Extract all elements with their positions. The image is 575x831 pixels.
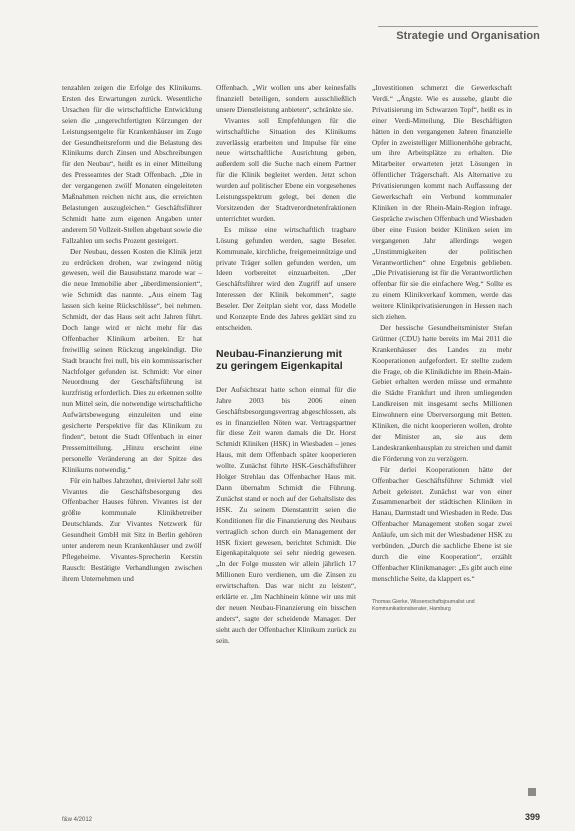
paragraph: Offenbach. „Wir wollen uns aber keinesfalls finanziell beteiligen, sondern ausschließlich unsere Dienstleistung anbieten“, schränkte sie. [216,83,356,114]
author-note: Thomas Gierke, Wissenschaftsjournalist und Kommunikationsberater, Hamburg [372,598,475,612]
header-rule [378,26,538,27]
paragraph: tenzahlen zeigen die Erfolge des Klinikums. Ersten des Erwartungen zurück. Wesentliche Ursachen für die wirtschaftliche Entwicklung seien die „ungerechtfertigten Kürzungen der Leistungsentgelte für Krankenhäuser im Zuge der Gesundheitsreform und die Belastung des Klinikums durch Zinsen und Abschreibungen für den Neubau“, heißt es in einer Mitteilung des Presseamtes der Stadt Offenbach. „Die in der vergangenen zwölf Monaten eingeleiteten Maßnahmen reichen nicht aus, die erreichten Belastungen auszugleichen.“ Geschäftsführer Schmidt hatte zum eigenen Angaben unter anderem 50 Vollzeit-Stellen abgebaut sowie die Fallzahlen um sechs Prozent gesteigert. [62,83,202,245]
text-column-2 [216,83,356,647]
paragraph: Der Aufsichtsrat hatte schon einmal für die Jahre 2003 bis 2006 einen Geschäftsbesorgungsvertrag abgeschlossen, als es in finanziellen Nöten war. Vertragspartner für diese Zeit waren damals die Dr. Horst Schmidt Kliniken (HSK) in Wiesbaden – jenes Haus, mit dem Offenbach später kooperieren wollte. Zunächst führte HSK-Geschäftsführer Holger Strehlau das Offenbacher Haus mit. Dann übernahm Schmidt die Führung. Zunächst stand er noch auf der Gehaltsliste des HSK. Zu seinem Dienstantritt seien die Konditionen für die Finanzierung des Neubaus vertraglich schon durch ein Management der HSK fixiert gewesen, berichtet Schmidt. Die Eigenkapitalquote sei sehr niedrig gewesen. „In der Folge mussten wir allein jährlich 17 Millionen Euro verdienen, um die Zinsen zu erwirtschaften. Das war nicht zu leisten“, erklärte er. „Im Nachhinein könne wir uns mit der neuen Neubau-Finanzierung ein bisschen anders“, sagte der scheidende Manager. Der sieht auch der Offenbacher Klinikum zurück zu sein. [216,384,356,645]
section-title: Strategie und Organisation [396,30,540,42]
paragraph: Es müsse eine wirtschaftlich tragbare Lösung gefunden werden, sagte Beseler. Kommunale, kirchliche, freigemeinnützige und private Träger sollen gefunden werden, um Ideen vorbereitet einzuarbeiten. „Der Geschäftsführer wird den Zugriff auf unsere Interessen der Klinik bekommen“, sagte Beseler. Der Zeitplan sieht vor, dass Modelle und Konzepte Ende des Jahres geklärt sind zu entscheiden. [216,224,356,332]
journal-reference: f&w 4/2012 [62,817,93,823]
paragraph: Für ein halbes Jahrzehnt, dreiviertel Jahr soll Vivantes die Geschäftsbesorgung des Offenbacher Hauses führen. Vivantes ist der größte kommunale Klinikbetreiber Deutschlands. Zur Vivantes Netzwerk für Gesundheit GmbH mit Sitz in Berlin gehören unter anderem neun Krankenhäuser und zwölf Pflegeheime. Vivantes-Sprecherin Kerstin Rausch: Bestätigte Verhandlungen zwischen ihrem Unternehmen und [62,475,202,583]
subheading: Neubau-Finanzierung mit zu geringem Eigenkapital [216,347,343,373]
paragraph: Der Neubau, dessen Kosten die Klinik jetzt zu erdrücken drohen, war zwingend nötig gewesen, weil die Bausubstanz marode war – die neue Immobilie aber „überdimensioniert“, wie Schmidt das nannte. „Aus einem Tag lassen sich keine Rückschlüsse“, bei nehmen. Schmidt, der das Haus seit acht Jahren führt. Doch lange wird er nicht mehr für das Offenbacher Klinikum arbeiten. Er hat freiwillig seinen Rückzug angekündigt. Die Stadt braucht frei null, bis ein kommissarischer Nachfolger gefunden ist. Schmidt: Vor einer Neuordnung der Geschäftsführung ist kurzfristig erforderlich. Dies zu erkennen sollte nun Mittel sein, die notwendige wirtschaftliche Aufwärtsbewegung einzuleiten und eine gesicherte Perspektive für das Klinikum zu finden“, betont die Stadt Offenbach in einer Pressemitteilung. „Hinzu erscheint eine personelle Veränderung an der Spitze des Klinikums notwendig.“ [62,246,202,474]
page-number: 399 [524,812,540,822]
paragraph: Vivantes soll Empfehlungen für die wirtschaftliche Situation des Klinikums zuverlässig erarbeiten und Impulse für eine neue wirtschaftliche Ausrichtung geben, außerdem soll die Suche nach einem Partner für die Klinik begleitet werden. Jetzt schon wurden auf politischer Ebene ein vorgesehenes Leistungsspektrum gelegt, bei denen die Vorsitzenden der Stadtverordnetenfraktionen unterrichtet wurden. [216,115,356,223]
paragraph: Für derlei Kooperationen hätte der Offenbacher Geschäftsführer Schmidt viel Arbeit geleistet. Zunächst war von einer Zusammenarbeit der städtischen Kliniken in Hanau, Darmstadt und Wiesbaden in Rede. Das Offenbacher Management stoßen sogar zwei Anläufe, um sich mit der Wiesbadener HSK zu verbünden. „Durch die sachliche Ebene ist sie durch die eine Kooperation“, erzählt Offenbacher Klinikmanager: „Es gibt auch eine menschliche Seite, da klappert es.“ [372,464,512,583]
end-mark-icon [528,788,536,796]
text-column-1 [62,83,202,585]
text-column-3 [372,83,512,613]
paragraph: „Investitionen schmerzt die Gewerkschaft Verdi.“ „Ängste. Wie es aussehe, glaubt die Privatisierung im Schwarzen Topf“, heißt es in einer Verdi-Mitteilung. Die Beschäftigten hätten in den vergangenen Jahren finanzielle Opfer in zweistelliger Millionenhöhe gebracht, um ihre Arbeitsplätze zu erhalten. Die Mitarbeiter erwarteten jetzt Lösungen in öffentlicher Trägerschaft. Als Alternative zu Privatisierungen kommt nach Auffassung der Gewerkschaft ein Verbund kommunaler Kliniken in der Rhein-Main-Region infrage. Gespräche zwischen Offenbach und Wiesbaden über eine Fusion beider Kliniken seien im vergangenen Jahr allerdings wegen „Unstimmigkeiten der politischen Verantwortlichen“ ohne Ergebnis geblieben. „Die Privatisierung ist für die Verantwortlichen offenbar für sie die einfachere Weg.“ Sollte es zu einem Klinikverkauf kommen, werde das weitere Klinikprivatisierungen in Hessen nach sich ziehen. [372,83,512,322]
paragraph: Der hessische Gesundheitsminister Stefan Grüttner (CDU) hatte bereits im Mai 2011 die Krankenhäuser des Landes zu mehr Kooperationen aufgefordert. Er stellte zudem die Frage, ob die Klinikdichte im Rhein-Main-Gebiet erhalten werden müsse und ermahnte die Städte Frankfurt und ihren umliegenden Landkreisen mit insgesamt sechs Millionen Einwohnern eine Überversorgung mit Betten. Kliniken, die nicht kooperieren wollen, drohte der Minister an, sie aus dem Landeskrankenhausplan zu streichen und damit die Förderung von zu verzögern. [372,322,512,463]
